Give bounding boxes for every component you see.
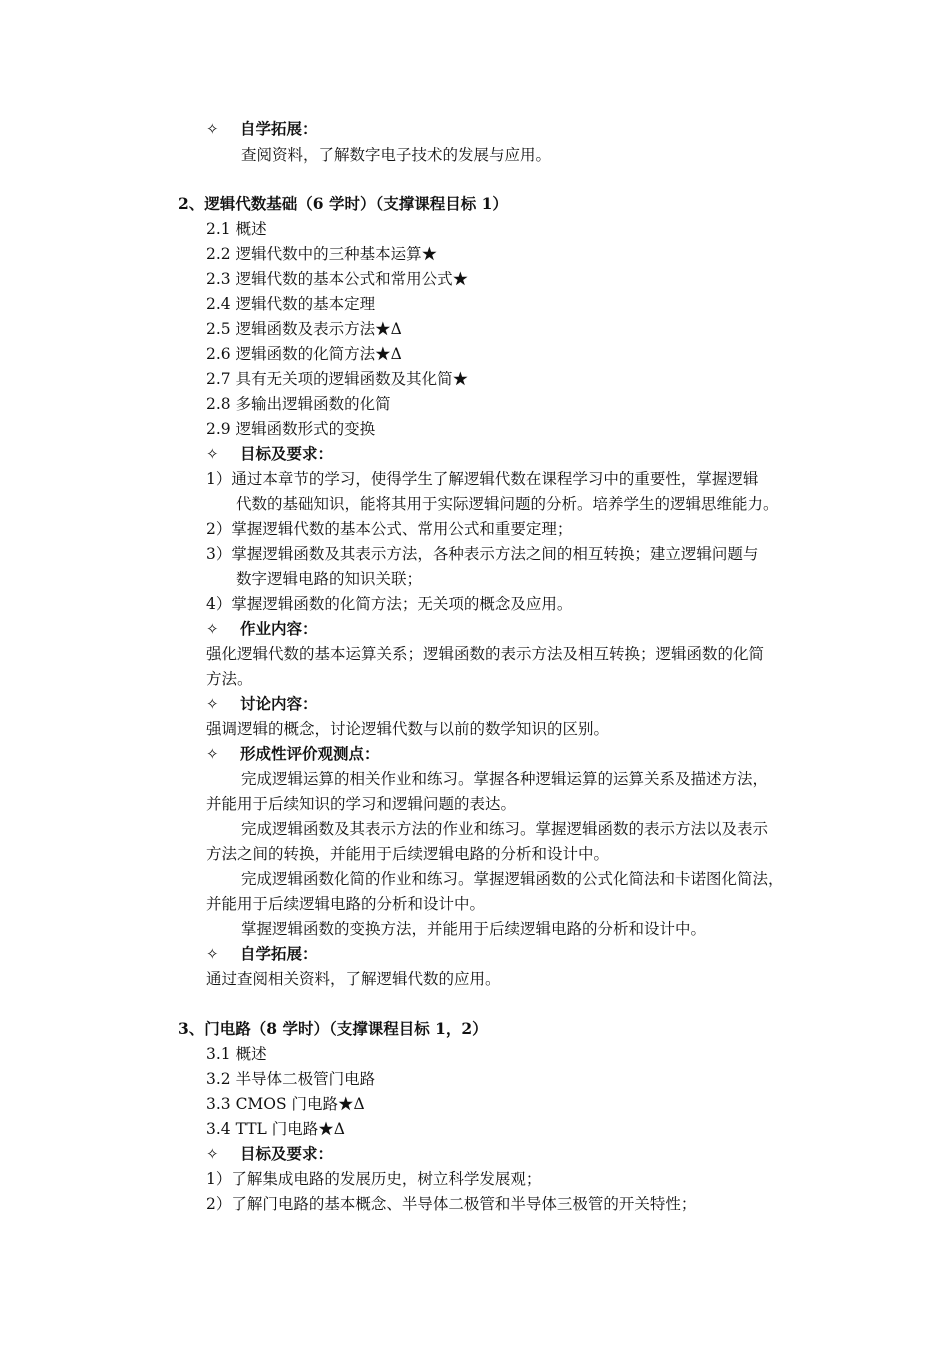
s1-selfstudy-heading: ✧ 自学拓展： <box>206 119 318 138</box>
s2-eval-line: 方法之间的转换，并能用于后续逻辑电路的分析和设计中。 <box>206 845 610 863</box>
s2-item: 2.1 概述 <box>206 220 267 238</box>
s3-goal-line: 2）了解门电路的基本概念、半导体二极管和半导体三极管的开关特性； <box>206 1195 697 1213</box>
s2-selfstudy-heading: ✧ 自学拓展： <box>206 944 318 963</box>
s2-goal-line: 代数的基础知识，能将其用于实际逻辑问题的分析。培养学生的逻辑思维能力。 <box>236 495 779 513</box>
s3-goal-line: 1）了解集成电路的发展历史，树立科学发展观； <box>206 1170 542 1188</box>
s2-goal-line: 1）通过本章节的学习，使得学生了解逻辑代数在课程学习中的重要性，掌握逻辑 <box>206 470 759 488</box>
s1-selfstudy-text: 查阅资料，了解数字电子技术的发展与应用。 <box>241 146 552 164</box>
s2-discussion-heading: ✧ 讨论内容： <box>206 694 318 713</box>
s2-item: 2.7 具有无关项的逻辑函数及其化简★ <box>206 370 469 388</box>
s3-item: 3.1 概述 <box>206 1045 267 1063</box>
diamond-bullet-icon: ✧ <box>206 945 219 963</box>
s2-homework-line: 强化逻辑代数的基本运算关系；逻辑函数的表示方法及相互转换；逻辑函数的化简 <box>206 645 765 663</box>
diamond-bullet-icon: ✧ <box>206 120 219 138</box>
s2-goals-heading: ✧ 目标及要求： <box>206 444 334 463</box>
s2-item: 2.6 逻辑函数的化简方法★Δ <box>206 345 402 363</box>
diamond-bullet-icon: ✧ <box>206 745 219 763</box>
s2-item: 2.9 逻辑函数形式的变换 <box>206 420 376 438</box>
s2-eval-line: 并能用于后续逻辑电路的分析和设计中。 <box>206 895 486 913</box>
s2-homework-heading: ✧ 作业内容： <box>206 619 318 638</box>
diamond-bullet-icon: ✧ <box>206 695 219 713</box>
s2-homework-line: 方法。 <box>206 670 253 688</box>
s2-eval-heading: ✧ 形成性评价观测点： <box>206 744 380 763</box>
s2-goal-line: 3）掌握逻辑函数及其表示方法，各种表示方法之间的相互转换；建立逻辑问题与 <box>206 545 759 563</box>
diamond-bullet-icon: ✧ <box>206 620 219 638</box>
diamond-bullet-icon: ✧ <box>206 1145 219 1163</box>
s2-discussion-text: 强调逻辑的概念，讨论逻辑代数与以前的数学知识的区别。 <box>206 720 610 738</box>
section-2-title: 2、逻辑代数基础（6 学时）（支撑课程目标 1） <box>178 194 508 213</box>
s2-item: 2.8 多输出逻辑函数的化简 <box>206 395 391 413</box>
s2-eval-line: 完成逻辑函数化简的作业和练习。掌握逻辑函数的公式化简法和卡诺图化简法， <box>241 870 784 888</box>
s3-item: 3.3 CMOS 门电路★Δ <box>206 1095 365 1113</box>
s2-selfstudy-text: 通过查阅相关资料，了解逻辑代数的应用。 <box>206 970 501 988</box>
s3-item: 3.4 TTL 门电路★Δ <box>206 1120 345 1138</box>
s2-item: 2.2 逻辑代数中的三种基本运算★ <box>206 245 438 263</box>
s2-eval-line: 完成逻辑运算的相关作业和练习。掌握各种逻辑运算的运算关系及描述方法， <box>241 770 769 788</box>
s2-eval-line: 完成逻辑函数及其表示方法的作业和练习。掌握逻辑函数的表示方法以及表示 <box>241 820 769 838</box>
s3-goals-heading: ✧ 目标及要求： <box>206 1144 334 1163</box>
s2-item: 2.5 逻辑函数及表示方法★Δ <box>206 320 402 338</box>
s2-eval-line: 并能用于后续知识的学习和逻辑问题的表达。 <box>206 795 517 813</box>
s2-eval-line: 掌握逻辑函数的变换方法，并能用于后续逻辑电路的分析和设计中。 <box>241 920 707 938</box>
s3-item: 3.2 半导体二极管门电路 <box>206 1070 376 1088</box>
diamond-bullet-icon: ✧ <box>206 445 219 463</box>
s2-item: 2.3 逻辑代数的基本公式和常用公式★ <box>206 270 469 288</box>
s2-goal-line: 2）掌握逻辑代数的基本公式、常用公式和重要定理； <box>206 520 573 538</box>
s2-goal-line: 4）掌握逻辑函数的化简方法；无关项的概念及应用。 <box>206 595 573 613</box>
s2-item: 2.4 逻辑代数的基本定理 <box>206 295 376 313</box>
s2-goal-line: 数字逻辑电路的知识关联； <box>236 570 423 588</box>
section-3-title: 3、门电路（8 学时）（支撑课程目标 1，2） <box>178 1019 488 1038</box>
